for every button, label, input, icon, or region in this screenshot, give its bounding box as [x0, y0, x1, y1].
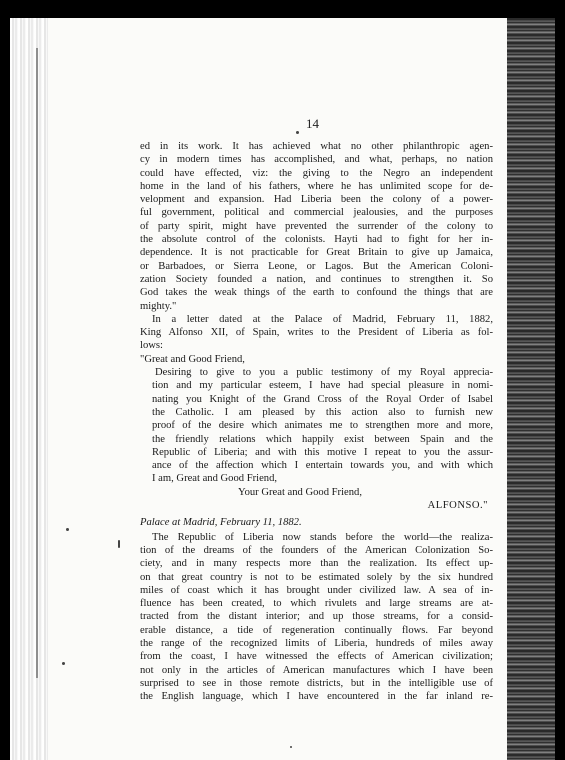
page-number: 14	[306, 116, 319, 131]
text-line: home in the land of his fathers, where he has unlimited scope for de-	[140, 180, 493, 192]
text-line: velopment and expansion. Had Liberia been the colony of a power-	[140, 194, 493, 206]
text-line: cy in modern times has accomplished, and what, perhaps, no nation	[140, 154, 493, 166]
text-line: The Republic of Liberia now stands before the world—the realiza-	[152, 531, 493, 543]
text-line: tracted from the distant interior; and up those streams, for a consid-	[140, 611, 493, 623]
text-line: tion of the dreams of the founders of the American Colonization So-	[140, 544, 493, 556]
text-line: zation Society founded a nation, and continues to strengthen it. So	[140, 273, 493, 285]
text-line: ALFONSO."	[427, 500, 488, 512]
text-line: Palace at Madrid, February 11, 1882.	[140, 517, 302, 529]
speck-mark	[118, 540, 120, 548]
text-line: the Catholic. I am pleased by this action also to furnish new	[152, 406, 493, 418]
text-line: God takes the weak things of the earth to confound the things that are	[140, 287, 493, 299]
text-line: could have effected, viz: the giving to the Negro an independent	[140, 167, 493, 179]
text-line: nating you Knight of the Grand Cross of the Royal Order of Isabel	[152, 393, 493, 405]
text-line: fluence has been created, to which rivulets and large streams are at-	[140, 598, 493, 610]
text-line: erable distance, a tide of regeneration continually flows. Far beyond	[140, 624, 493, 636]
text-line: ance of the affection which I entertain towards you, and with which	[152, 460, 493, 472]
text-line: ed in its work. It has achieved what no other philanthropic agen-	[140, 141, 493, 152]
text-line: Desiring to give to you a public testimony of my Royal apprecia-	[155, 367, 493, 379]
text-line: surprised to see in those remote districts, but in the intelligible use of	[140, 677, 493, 689]
text-line: the absolute control of the colonists. Hayti had to fight for her in-	[140, 234, 493, 246]
text-line: the English language, which I have encountered in the far inland re-	[140, 691, 493, 703]
text-line: or Barbadoes, or Sierra Leone, or Lagos. But the American Coloni-	[140, 260, 493, 272]
speck-mark	[66, 528, 69, 531]
text-line: from the coast, I have witnessed the effects of American civilization;	[140, 651, 493, 663]
text-line: Your Great and Good Friend,	[238, 486, 362, 498]
text-line: In a letter dated at the Palace of Madrid, February 11, 1882,	[152, 313, 493, 325]
body-text	[140, 140, 493, 703]
text-line: of party spirit, might have prevented the surrender of the colony to	[140, 220, 493, 232]
speck-mark	[62, 662, 65, 665]
text-line: miles of coast which it has brought under civilized law. A sea of in-	[140, 584, 493, 596]
text-line: on that great country is not to be estimated solely by the six hundred	[140, 571, 493, 583]
right-book-edge	[507, 18, 555, 760]
speck-mark	[290, 746, 292, 748]
text-line: ciety, and in many respects more than the realization. Its effect up-	[140, 558, 493, 570]
text-line: King Alfonso XII, of Spain, writes to the President of Liberia as fol-	[140, 327, 493, 339]
text-line: the friendly relations which happily exist between Spain and the	[152, 433, 493, 445]
text-line: "Great and Good Friend,	[140, 353, 245, 365]
text-line: lows:	[140, 340, 163, 352]
text-line: Republic of Liberia; and with this motive I repeat to you the assur-	[152, 446, 493, 458]
text-line: the range of the recognized limits of Liberia, hundreds of miles away	[140, 637, 493, 649]
text-line: proof of the desire which animates me to strengthen more and more,	[152, 420, 493, 432]
text-line: mighty."	[140, 300, 177, 312]
left-binding-line	[36, 48, 38, 678]
scanned-page	[10, 18, 555, 760]
text-line: dependence. It is not practicable for Great Britain to give up Jamaica,	[140, 247, 493, 259]
text-line: I am, Great and Good Friend,	[152, 473, 278, 485]
speck-mark	[296, 131, 299, 134]
text-line: not only in the articles of American manufactures which I have been	[140, 664, 493, 676]
text-line: ful government, political and commercial jealousies, and the purposes	[140, 207, 493, 219]
left-page-edge	[10, 18, 48, 760]
text-line: tion and my particular esteem, I have had special pleasure in nomi-	[152, 380, 493, 392]
